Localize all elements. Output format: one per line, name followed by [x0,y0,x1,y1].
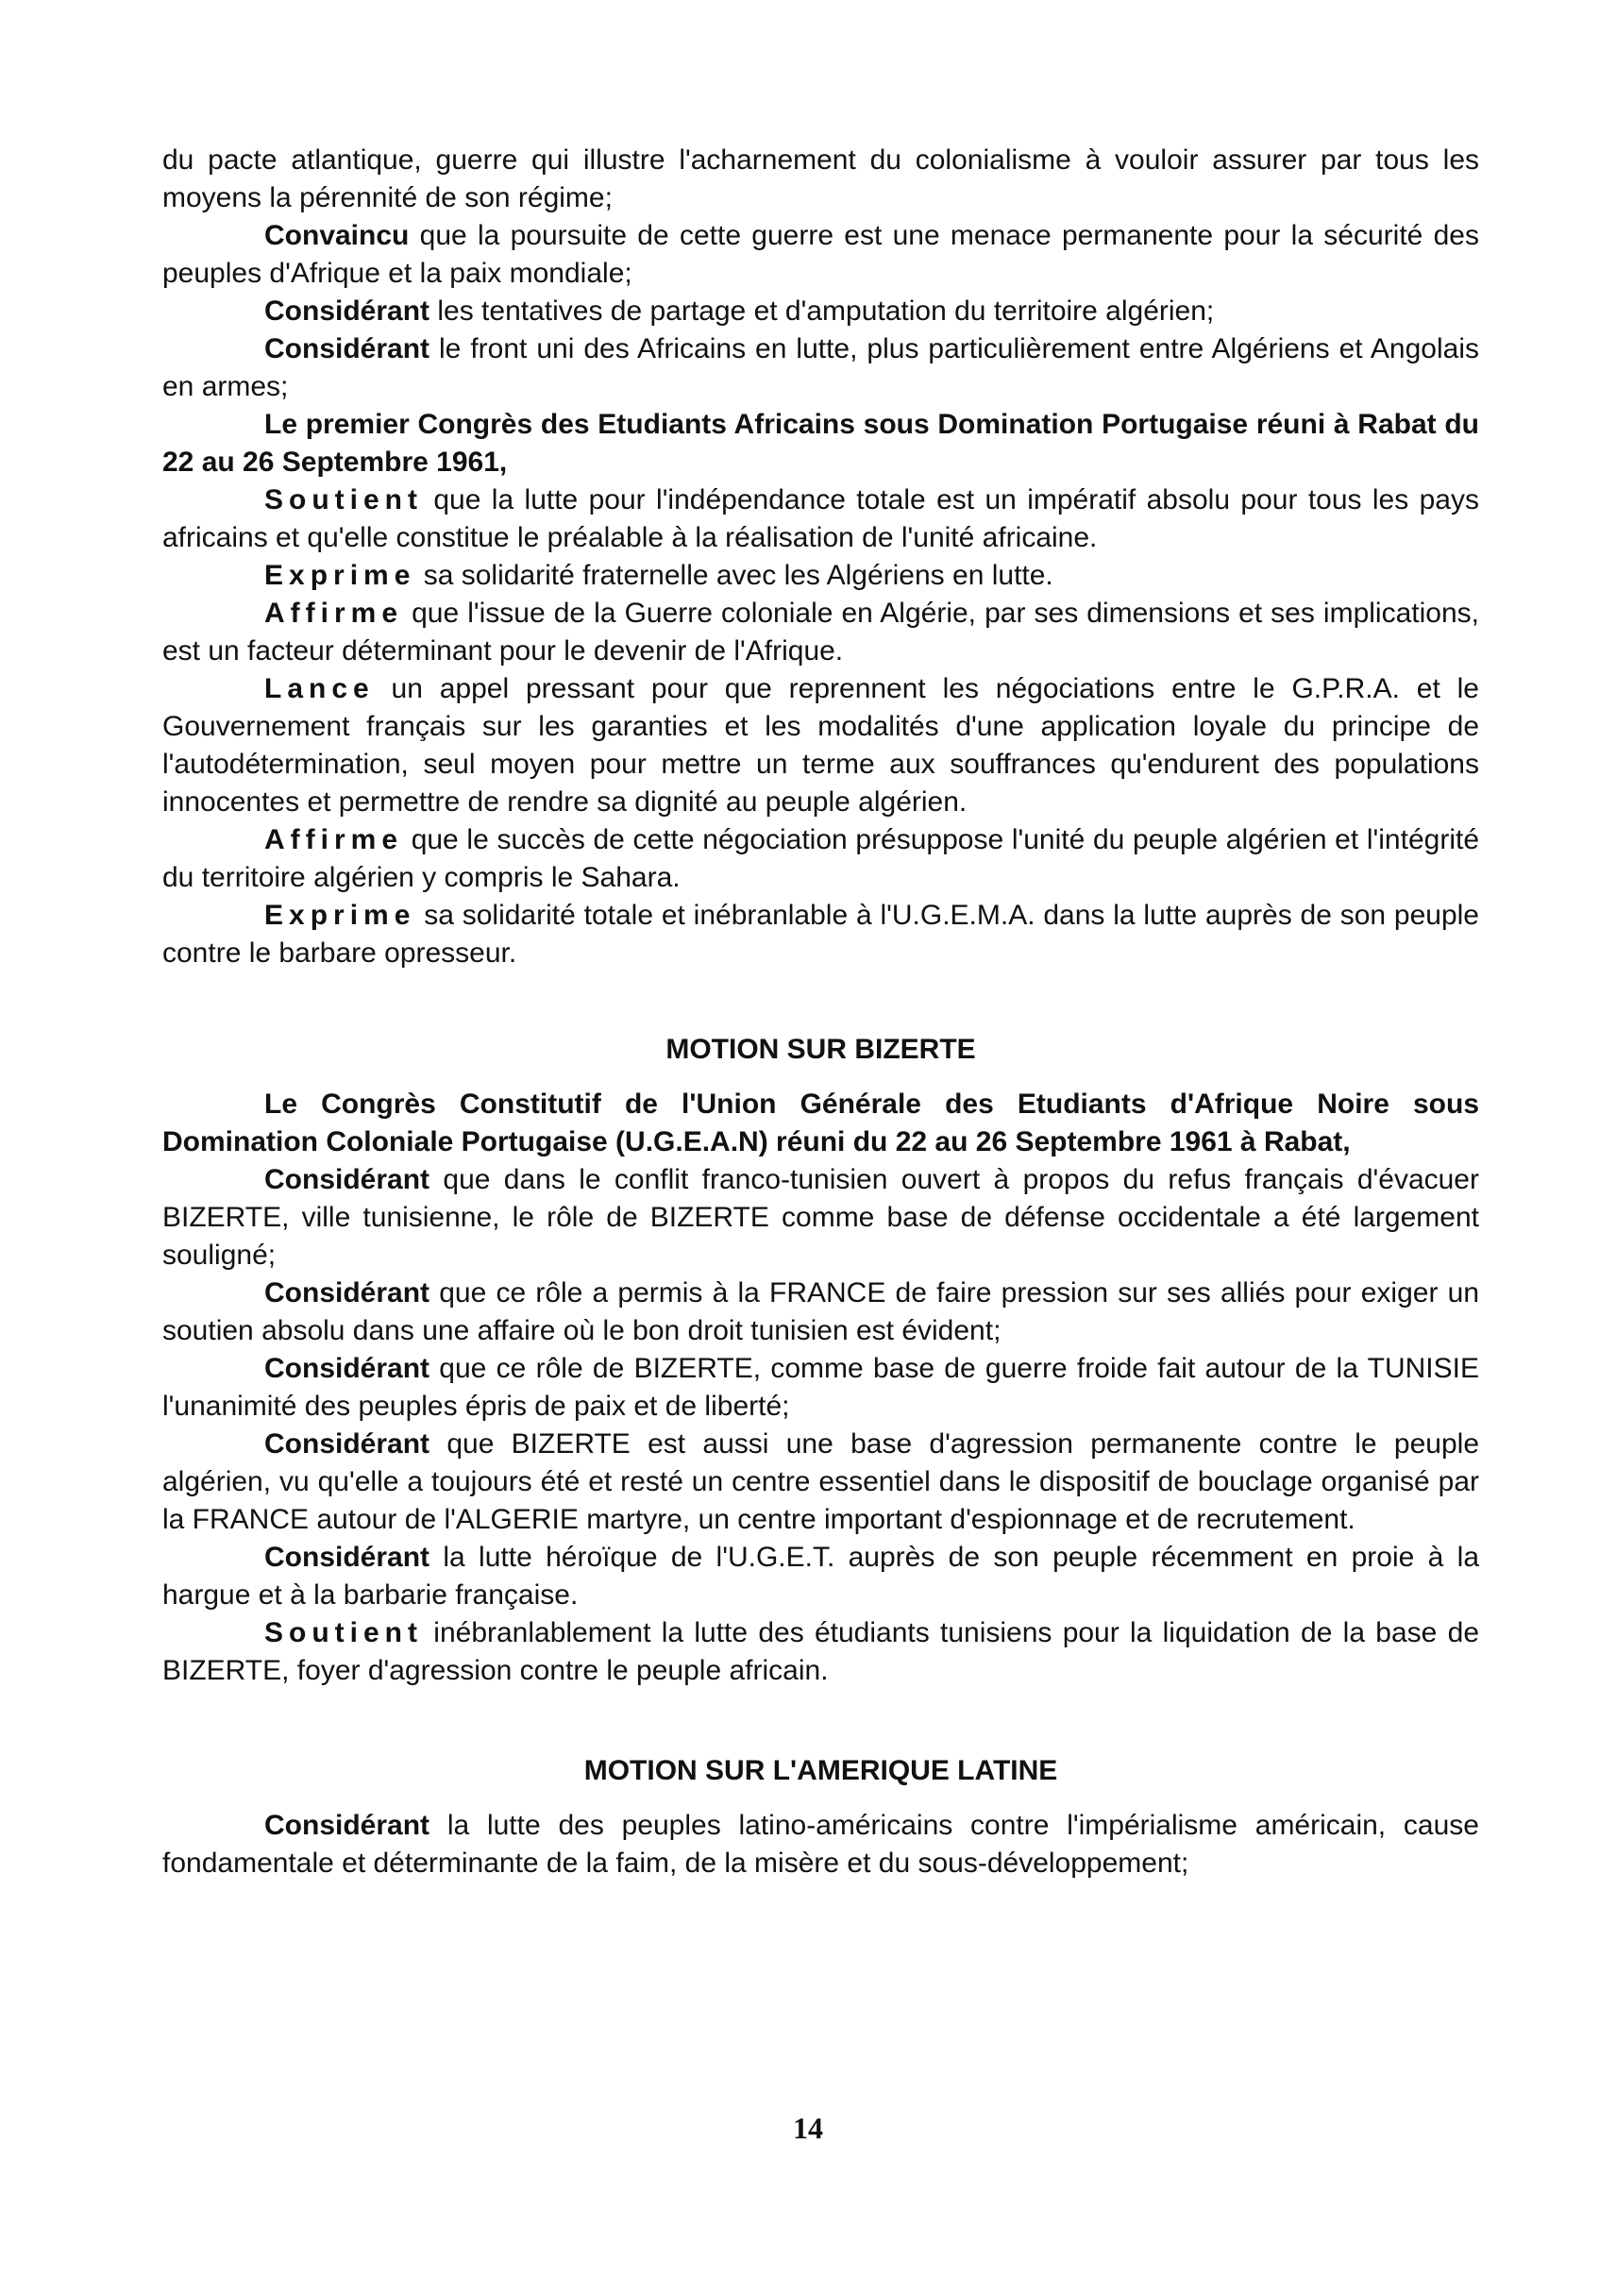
paragraph: Considérant le front uni des Africains en lutte, plus particulièrement entre Algériens et Angolais en armes; [162,333,1479,402]
section-heading-bizerte: MOTION SUR BIZERTE [665,1034,976,1065]
paragraph: Considérant la lutte héroïque de l'U.G.E.T. auprès de son peuple récemment en proie à la hargue et à la barbarie française. [162,1542,1479,1611]
paragraph: du pacte atlantique, guerre qui illustre l'acharnement du colonialisme à vouloir assurer par tous les moyens la pérennité de son régime; [162,144,1479,213]
section-heading-amerique-latine: MOTION SUR L'AMERIQUE LATINE [583,1755,1058,1786]
document-page [162,142,1479,1882]
page-number: 14 [793,2111,823,2145]
paragraph: Considérant que ce rôle a permis à la FRANCE de faire pression sur ses alliés pour exiger un soutien absolu dans une affaire où le bon droit tunisien est évident; [162,1277,1479,1346]
paragraph: Considérant que dans le conflit franco-tunisien ouvert à propos du refus français d'évacuer BIZERTE, ville tunisienne, le rôle de BIZERTE comme base de défense occidentale a été largement souligné; [162,1164,1479,1271]
paragraph: Exprime sa solidarité fraternelle avec les Algériens en lutte. [264,560,1053,591]
paragraph: Exprime sa solidarité totale et inébranlable à l'U.G.E.M.A. dans la lutte auprès de son peuple contre le barbare opresseur. [162,900,1479,969]
paragraph: Considérant que BIZERTE est aussi une base d'agression permanente contre le peuple algérien, vu qu'elle a toujours été et resté un centre essentiel dans le dispositif de bouclage organisé par la FRANCE autour de l'ALGERIE martyre, un centre important d'espionnage et de recrutement. [162,1428,1479,1535]
congress-statement: Le Congrès Constitutif de l'Union Générale des Etudiants d'Afrique Noire sous Domination Coloniale Portugaise (U.G.E.A.N) réuni du 22 au 26 Septembre 1961 à Rabat, [162,1089,1479,1157]
paragraph: Lance un appel pressant pour que reprennent les négociations entre le G.P.R.A. et le Gouvernement français sur les garanties et les modalités d'une application loyale du principe de l'autodétermination, seul moyen pour mettre un terme aux souffrances qu'endurent des populations innocentes et permettre de rendre sa dignité au peuple algérien. [162,673,1479,818]
paragraph: Considérant la lutte des peuples latino-américains contre l'impérialisme américain, cause fondamentale et déterminante de la faim, de la misère et du sous-développement; [162,1810,1479,1879]
paragraph: Affirme que le succès de cette négociation présuppose l'unité du peuple algérien et l'intégrité du territoire algérien y compris le Sahara. [162,824,1479,893]
paragraph: Soutient inébranlablement la lutte des étudiants tunisiens pour la liquidation de la base de BIZERTE, foyer d'agression contre le peuple africain. [162,1617,1479,1686]
congress-statement: Le premier Congrès des Etudiants Africains sous Domination Portugaise réuni à Rabat du 22 au 26 Septembre 1961, [162,409,1479,478]
paragraph: Convaincu que la poursuite de cette guerre est une menace permanente pour la sécurité des peuples d'Afrique et la paix mondiale; [162,220,1479,289]
paragraph: Soutient que la lutte pour l'indépendance totale est un impératif absolu pour tous les pays africains et qu'elle constitue le préalable à la réalisation de l'unité africaine. [162,484,1479,553]
paragraph: Considérant que ce rôle de BIZERTE, comme base de guerre froide fait autour de la TUNISIE l'unanimité des peuples épris de paix et de liberté; [162,1353,1479,1422]
paragraph: Affirme que l'issue de la Guerre coloniale en Algérie, par ses dimensions et ses implications, est un facteur déterminant pour le devenir de l'Afrique. [162,598,1479,667]
paragraph: Considérant les tentatives de partage et d'amputation du territoire algérien; [264,295,1215,327]
